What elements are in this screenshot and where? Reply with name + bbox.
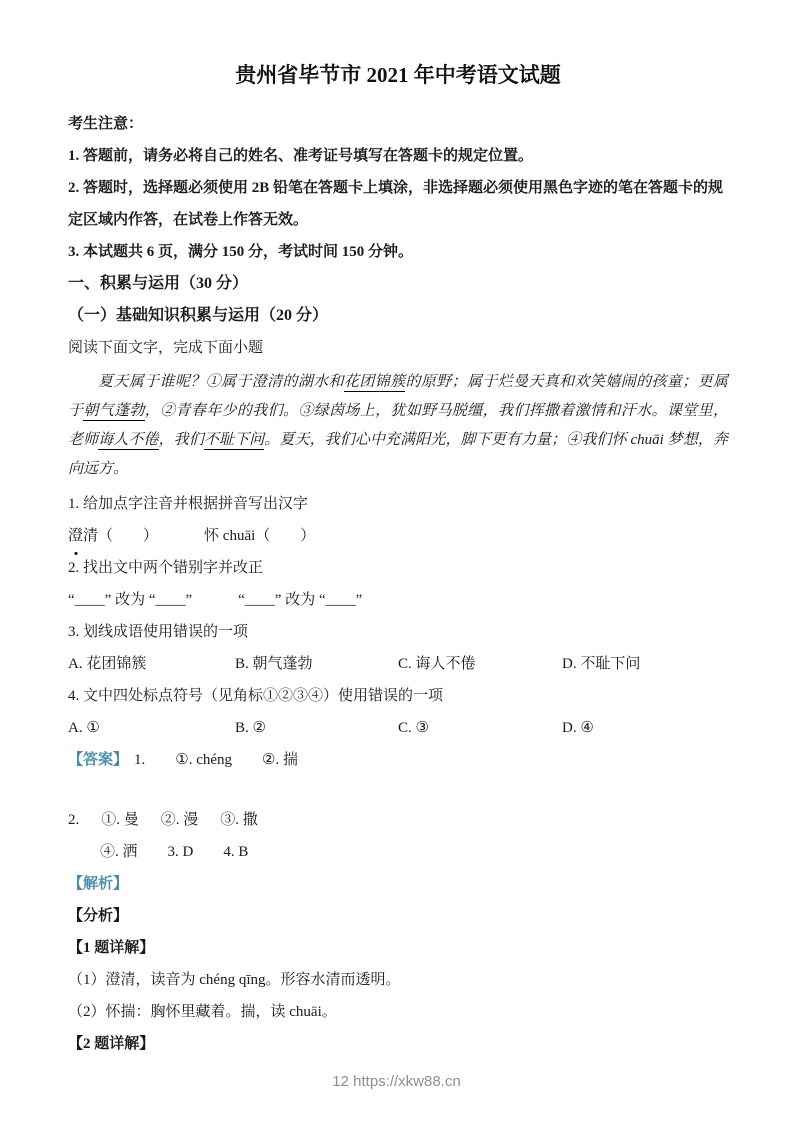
passage-underlined-idiom: 不耻下问	[203, 432, 265, 448]
detail-1-item-1: （1）澄清，读音为 chéng qīng。形容水清而透明。	[68, 972, 401, 988]
explanation-label: 【解析】	[68, 876, 129, 892]
question-4-prompt: 4. 文中四处标点符号（见角标①②③④）使用错误的一项	[68, 688, 444, 704]
page-title: 贵州省毕节市 2021 年中考语文试题	[235, 63, 561, 87]
answer-q1-item-1: ①. chéng	[175, 752, 233, 768]
question-2-blank-pair-2: “____” 改为 “____”	[238, 592, 363, 608]
question-1-prompt: 1. 给加点字注音并根据拼音写出汉字	[68, 496, 309, 512]
question-2-blanks	[68, 584, 728, 616]
passage-segment: 的原野；属于烂曼天真和欢笑嬉闹的孩童；更属于	[68, 374, 728, 419]
passage-underlined-idiom: 诲人不倦	[98, 432, 159, 448]
question-3-option-a: A. 花团锦簇	[68, 656, 147, 672]
question-4-option-b: B. ②	[235, 720, 266, 736]
answer-line-3	[68, 836, 728, 868]
detail-1-label: 【1 题详解】	[68, 940, 155, 956]
question-1-answer-line	[68, 520, 728, 552]
detail-1-item-2: （2）怀揣：胸怀里藏着。揣，读 chuāi。	[68, 1004, 337, 1020]
notice-item-2: 2. 答题时，选择题必须使用 2B 铅笔在答题卡上填涂，非选择题必须使用黑色字迹的笔在答题卡的规定区域内作答，在试卷上作答无效。	[68, 180, 724, 228]
passage-segment: ，我们	[158, 432, 204, 448]
answer-q1-number: 1.	[134, 752, 146, 768]
passage-underlined-idiom: 花团锦簇	[343, 374, 406, 390]
question-4-options	[68, 712, 728, 744]
answer-label: 【答案】	[68, 752, 129, 768]
notice-item-3: 3. 本试题共 6 页，满分 150 分，考试时间 150 分钟。	[68, 244, 414, 260]
answer-line-1	[68, 744, 728, 776]
question-1-blank-2: 怀 chuāi（ ）	[204, 528, 316, 544]
question-2-prompt: 2. 找出文中两个错别字并改正	[68, 560, 264, 576]
section-1-1-heading: （一）基础知识积累与运用（20 分）	[68, 307, 329, 324]
question-3-option-c: C. 诲人不倦	[398, 656, 476, 672]
answer-q2-item-4: ④. 洒	[100, 844, 138, 860]
reading-passage	[68, 368, 728, 484]
answer-q2-item-3: ③. 撒	[220, 812, 258, 828]
answer-q2-number: 2.	[68, 812, 80, 828]
passage-segment: 。夏天，我们心中充满阳光，脚下更有力量；④我们怀 chuāi 梦想，奔向远方。	[68, 432, 728, 477]
footer-url: https://xkw88.cn	[353, 1073, 461, 1090]
question-1-blank-1: 清（ ）	[83, 528, 159, 544]
passage-segment: ，②青春年少的我们。③绿茵场上，犹如野马脱缰，我们挥撒着激情和汗水。课堂里，老师	[68, 403, 728, 448]
passage-intro: 阅读下面文字，完成下面小题	[68, 340, 264, 356]
answer-q2-item-1: ①. 曼	[101, 812, 139, 828]
question-3-prompt: 3. 划线成语使用错误的一项	[68, 624, 249, 640]
answer-q1-item-2: ②. 揣	[262, 752, 298, 768]
passage-underlined-idiom: 朝气蓬勃	[83, 403, 145, 419]
question-3-option-d: D. 不耻下问	[562, 656, 641, 672]
section-1-heading: 一、积累与运用（30 分）	[68, 275, 249, 292]
notice-item-1: 1. 答题前，请务必将自己的姓名、准考证号填写在答题卡的规定位置。	[68, 148, 534, 164]
answer-q2-item-2: ②. 漫	[160, 812, 199, 828]
question-2-blank-pair-1: “____” 改为 “____”	[68, 592, 193, 608]
dotted-character: 澄	[68, 520, 83, 552]
answer-q3: 3. D	[167, 844, 194, 860]
question-3-options	[68, 648, 728, 680]
answer-line-2	[68, 804, 728, 836]
page-footer	[0, 1073, 793, 1090]
detail-2-label: 【2 题详解】	[68, 1036, 155, 1052]
analysis-label: 【分析】	[68, 908, 129, 924]
question-4-option-d: D. ④	[562, 720, 594, 736]
answer-q4: 4. B	[223, 844, 249, 860]
question-3-option-b: B. 朝气蓬勃	[235, 656, 313, 672]
notice-heading: 考生注意：	[68, 116, 144, 132]
question-4-option-c: C. ③	[398, 720, 429, 736]
footer-page-number: 12	[332, 1073, 349, 1090]
question-4-option-a: A. ①	[68, 720, 100, 736]
passage-segment: 夏天属于谁呢？①属于澄清的湖水和	[98, 374, 344, 390]
